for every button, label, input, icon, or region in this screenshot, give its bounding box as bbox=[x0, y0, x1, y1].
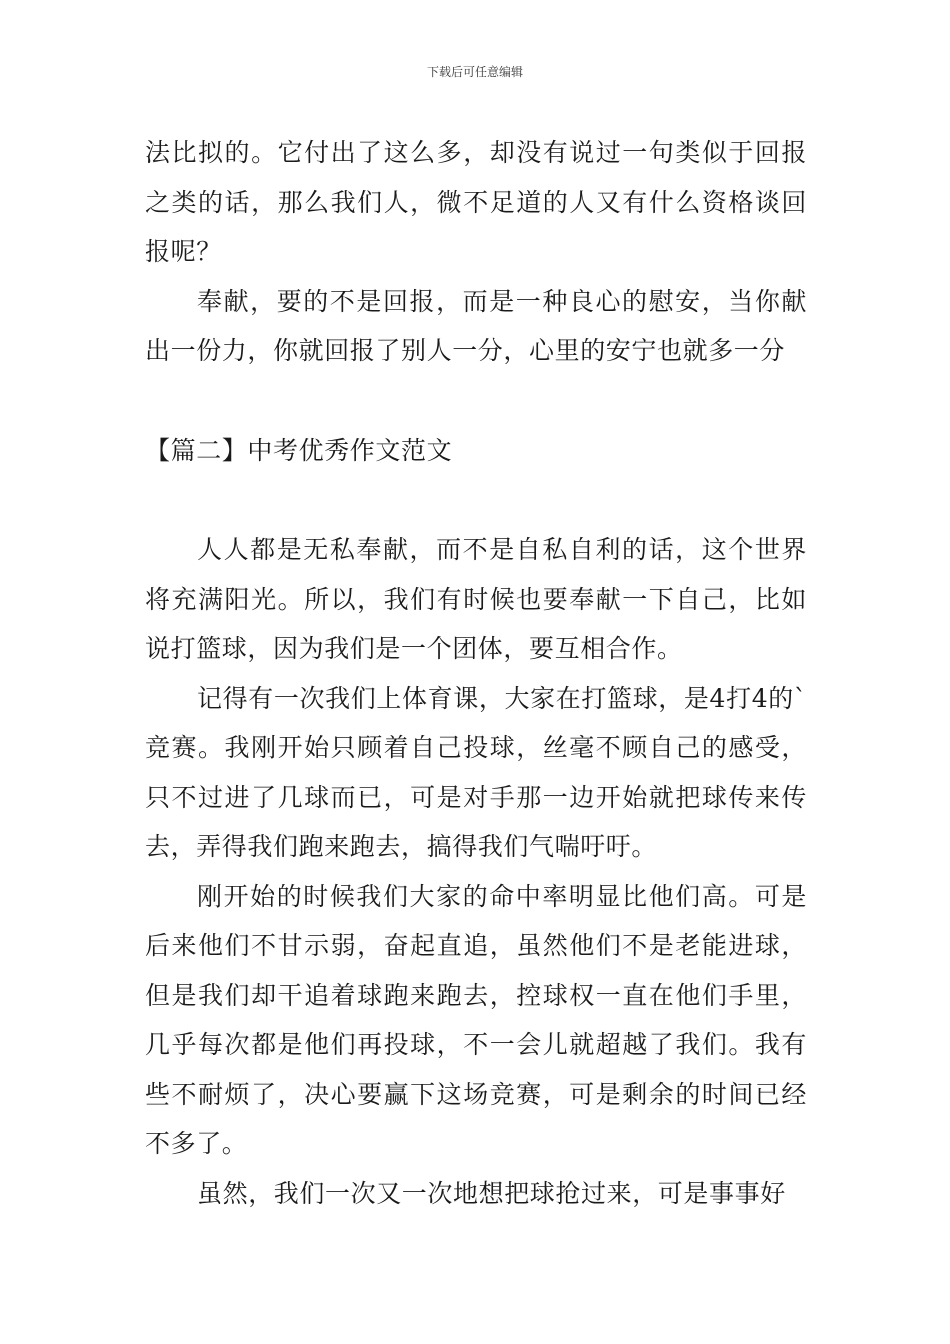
paragraph-dedication: 奉献，要的不是回报，而是一种良心的慰安，当你献出一份力，你就回报了别人一分，心里的安宁也就多一分 bbox=[145, 286, 807, 365]
spacer bbox=[145, 475, 807, 525]
paragraph-continued: 法比拟的。它付出了这么多，却没有说过一句类似于回报之类的话，那么我们人，微不足道的人又有什么资格谈回报呢？ bbox=[145, 138, 807, 266]
paragraph: 刚开始的时候我们大家的命中率明显比他们高。可是后来他们不甘示弱，奋起直追，虽然他们不是老能进球，但是我们却干追着球跑来跑去，控球权一直在他们手里，几乎每次都是他们再投球，不一会儿就超越了我们。我有些不耐烦了，决心要赢下这场竞赛，可是剩余的时间已经不多了。 bbox=[145, 881, 807, 1158]
page-header: 下载后可任意编辑 bbox=[426, 65, 523, 79]
section-heading: 【篇二】中考优秀作文范文 bbox=[145, 435, 453, 465]
spacer bbox=[145, 376, 807, 426]
document-body bbox=[145, 128, 807, 1218]
paragraph: 虽然，我们一次又一次地想把球抢过来，可是事事好 bbox=[197, 1178, 786, 1208]
paragraph: 人人都是无私奉献，而不是自私自利的话，这个世界将充满阳光。所以，我们有时候也要奉献一下自己，比如说打篮球，因为我们是一个团体，要互相合作。 bbox=[145, 535, 807, 663]
paragraph: 记得有一次我们上体育课，大家在打篮球，是4打4的`竞赛。我刚开始只顾着自己投球，丝毫不顾自己的感受，只不过进了几球而已，可是对手那一边开始就把球传来传去，弄得我们跑来跑去，搞得我们气喘吁吁。 bbox=[145, 683, 807, 861]
